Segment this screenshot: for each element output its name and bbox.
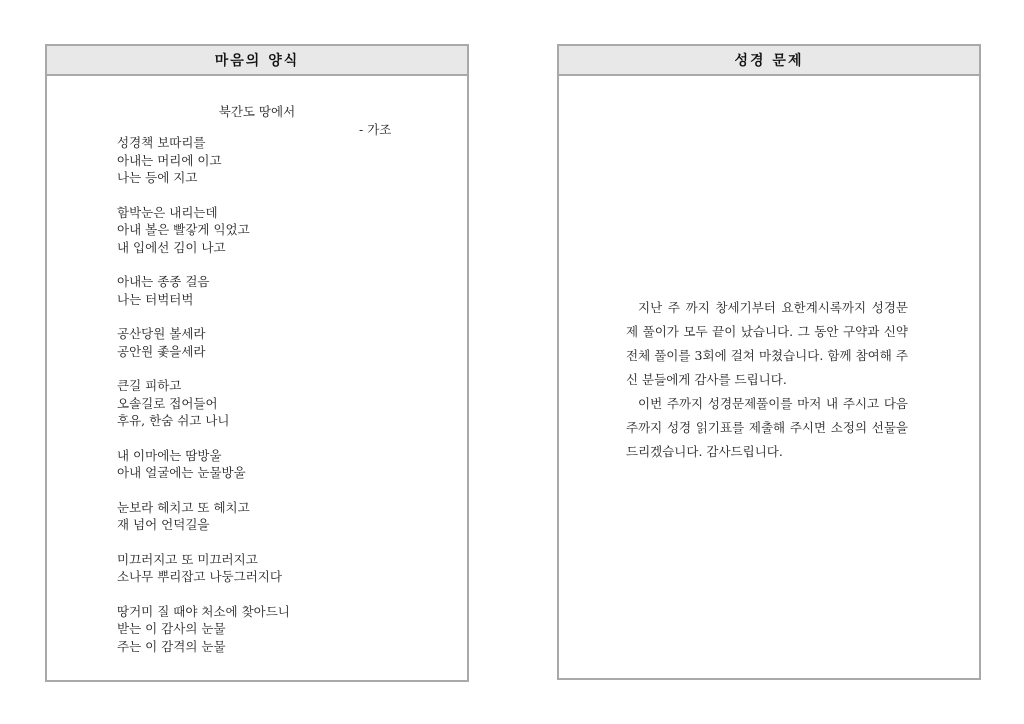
- notice-text: [626, 296, 908, 464]
- poem-line: 아내는 머리에 이고: [117, 152, 222, 168]
- left-panel-header: 마음의 양식: [47, 46, 467, 76]
- poem-line: 재 넘어 언덕길을: [117, 517, 210, 532]
- poem-line: 공산당원 볼세라: [117, 326, 206, 341]
- poem-line: 큰길 피하고: [117, 378, 182, 393]
- poem-stanza: [117, 447, 290, 482]
- poem-body: [117, 134, 290, 672]
- left-panel: [45, 44, 469, 682]
- poem-stanza: [117, 325, 290, 360]
- poem-line: 눈보라 헤치고 또 헤치고: [117, 499, 250, 515]
- poem-line: 나는 등에 지고: [117, 170, 198, 185]
- poem-line: 아내 얼굴에는 눈물방울: [117, 465, 246, 480]
- poem-line: 미끄러지고 또 미끄러지고: [117, 551, 258, 567]
- poem-stanza: [117, 204, 290, 257]
- poem-line: 후유, 한숨 쉬고 나니: [117, 413, 230, 428]
- poem-line: 나는 터벅터벅: [117, 291, 194, 307]
- poem-line: 내 입에선 김이 나고: [117, 239, 226, 255]
- poem-line: 아내 볼은 빨갛게 익었고: [117, 222, 250, 237]
- poem-line: 주는 이 감격의 눈물: [117, 638, 226, 654]
- poem-stanza: [117, 134, 290, 187]
- notice-paragraph: 지난 주 까지 창세기부터 요한계시록까지 성경문제 풀이가 모두 끝이 났습니다. 그 동안 구약과 신약 전체 풀이를 3회에 걸쳐 마쳤습니다. 함께 참여해 주신 분들에게 감사를 드립니다.: [626, 300, 908, 387]
- poem-line: 아내는 종종 걸음: [117, 274, 210, 289]
- poem-stanza: [117, 377, 290, 430]
- poem-line: 함박눈은 내리는데: [117, 204, 218, 220]
- poem-line: 받는 이 감사의 눈물: [117, 621, 226, 636]
- poem-author: - 가조: [359, 122, 392, 137]
- poem-line: 내 이마에는 땀방울: [117, 447, 222, 463]
- poem-stanza: [117, 499, 290, 534]
- notice-paragraph: 이번 주까지 성경문제풀이를 마저 내 주시고 다음 주까지 성경 읽기표를 제출해 주시면 소정의 선물을 드리겠습니다. 감사드립니다.: [626, 396, 908, 459]
- poem-line: 성경책 보따리를: [117, 135, 206, 150]
- poem-title: 북간도 땅에서: [218, 104, 296, 119]
- poem-stanza: [117, 273, 290, 308]
- poem-line: 소나무 뿌리잡고 나둥그러지다: [117, 569, 282, 584]
- right-panel-header: 성경 문제: [559, 46, 979, 76]
- poem-stanza: [117, 551, 290, 586]
- right-panel: [557, 44, 981, 680]
- poem-line: 공안원 좇을세라: [117, 343, 206, 359]
- poem-line: 땅거미 질 때야 처소에 찾아드니: [117, 603, 290, 619]
- poem-line: 오솔길로 접어들어: [117, 395, 218, 411]
- poem-stanza: [117, 603, 290, 656]
